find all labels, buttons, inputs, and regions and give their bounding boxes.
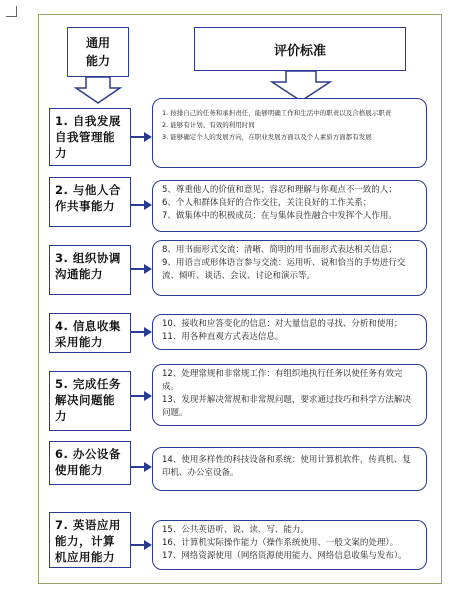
ability-label: 2. 与他人合作共事能力 <box>55 183 121 213</box>
connector-arrow <box>131 395 145 397</box>
arrow-head <box>144 200 152 210</box>
arrow-head <box>144 462 152 472</box>
criteria-line: 5、尊重他人的价值和意见；容忍和理解与你观点不一致的人； <box>162 185 397 195</box>
ability-header-text: 通用能力 <box>85 36 110 68</box>
ability-box-6 <box>49 441 131 485</box>
ability-label: 7. 英语应用能力，计算机应用能力 <box>55 518 121 564</box>
criteria-line: 13、发现并解决常规和非常规问题，要求通过技巧和科学方法解决问题。 <box>162 395 411 418</box>
criteria-line: 8、用书面形式交流：清晰、简明的用书面形式表达相关信息； <box>162 245 397 255</box>
ability-label: 3. 组织协调沟通能力 <box>55 251 121 281</box>
ability-box-5 <box>49 371 131 431</box>
criteria-line: 11、用各种直观方式表达信息。 <box>162 332 284 342</box>
right-down-arrow <box>272 71 330 101</box>
arrow-head <box>144 132 152 142</box>
ability-label: 5. 完成任务解决问题能力 <box>55 377 121 423</box>
criteria-line: 15、公共英语听、说、读、写、能力。 <box>162 525 309 535</box>
ability-header <box>67 27 129 77</box>
arrow-head <box>144 391 152 401</box>
criteria-line: 3. 能够确定个人的发展方向，在职业发展方面以及个人素质方面都有发展 <box>162 133 372 141</box>
criteria-line: 2. 能够有计划、有效的利用时间 <box>162 121 255 129</box>
connector-arrow <box>131 331 145 333</box>
connector-arrow <box>131 136 145 138</box>
criteria-box-7 <box>152 520 427 570</box>
criteria-box-4 <box>152 314 427 350</box>
criteria-box-5 <box>152 364 427 426</box>
connector-arrow <box>131 544 145 546</box>
criteria-line: 14、使用多样性的科技设备和系统：使用计算机软件，传真机、复印机、办公室设备。 <box>162 455 411 478</box>
ability-label: 4. 信息收集采用能力 <box>55 319 121 349</box>
criteria-header-text: 评价标准 <box>273 43 326 59</box>
ability-box-3 <box>49 245 131 295</box>
criteria-box-6 <box>152 447 427 491</box>
criteria-line: 10、接收和应答变化的信息：对大量信息的寻找、分析和使用； <box>162 319 403 329</box>
ability-box-1 <box>49 108 131 166</box>
connector-arrow <box>131 466 145 468</box>
criteria-line: 17、网络资源使用（网络资源使用能力、网络信息收集与发布）。 <box>162 551 407 561</box>
connector-arrow <box>131 268 145 270</box>
criteria-header <box>194 27 406 71</box>
ability-box-7 <box>49 512 131 568</box>
criteria-line: 1. 按排自己的任务和承担责任，能够明确工作和生活中的职责以及合格展示职责 <box>162 109 392 117</box>
ability-box-4 <box>49 313 131 353</box>
criteria-box-1 <box>152 98 427 168</box>
criteria-line: 7、做集体中的积极成员：在与集体良性融合中发挥个人作用。 <box>162 211 397 221</box>
arrow-head <box>144 327 152 337</box>
criteria-line: 16、计算机实际操作能力（操作系统使用、一般文案的处理）。 <box>162 538 399 548</box>
arrow-head <box>144 264 152 274</box>
arrow-head <box>144 540 152 550</box>
ability-label: 6. 办公设备使用能力 <box>55 447 121 477</box>
criteria-line: 6、个人和群体良好的合作交往，关注良好的工作关系； <box>162 198 372 208</box>
ability-label: 1. 自我发展自我管理能力 <box>55 114 121 160</box>
criteria-line: 12、处理常规和非常规工作：有组织地执行任务以使任务有效完成。 <box>162 369 403 392</box>
ability-box-2 <box>49 177 131 227</box>
connector-arrow <box>131 204 145 206</box>
left-down-arrow <box>76 77 120 103</box>
criteria-box-2 <box>152 180 427 232</box>
criteria-line: 9、用语言或形体语言参与交流：运用听、说和恰当的手势进行交流、倾听、谈话、会议、讨论和演示等。 <box>162 258 406 281</box>
criteria-box-3 <box>152 240 427 296</box>
